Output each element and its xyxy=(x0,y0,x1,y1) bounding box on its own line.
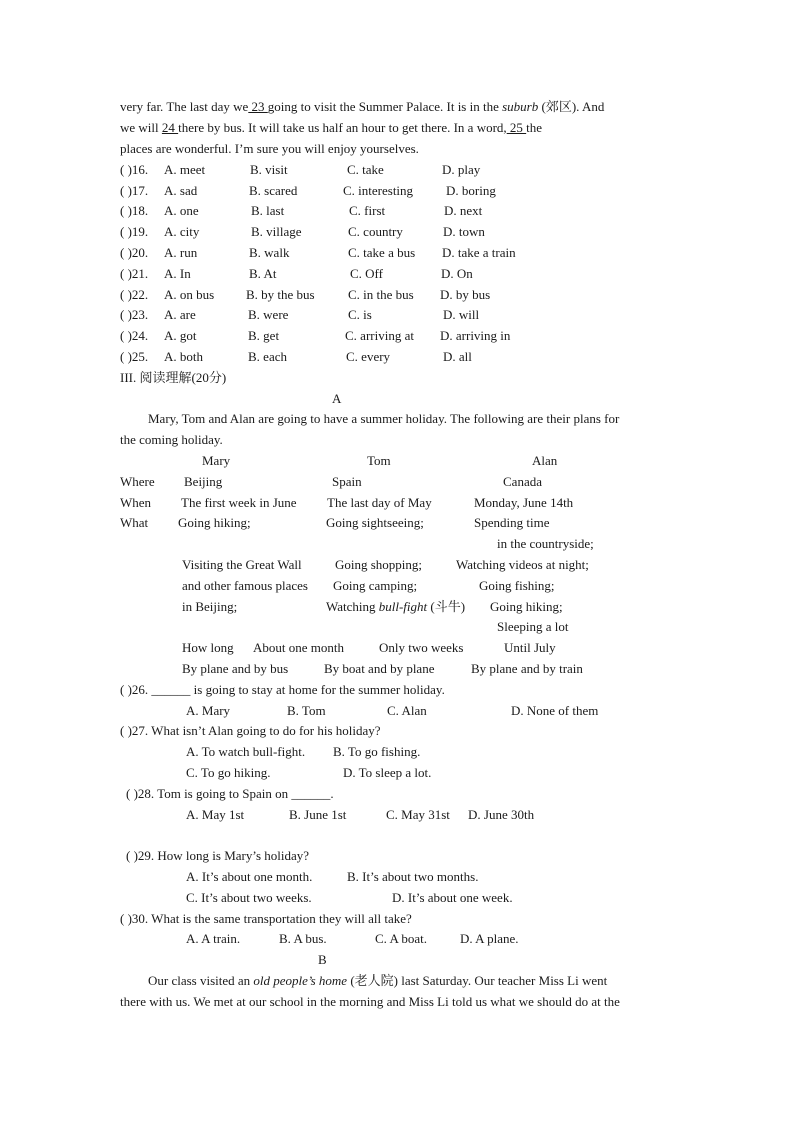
option-b: B. To go fishing. xyxy=(333,744,421,759)
what-mary: Visiting the Great Wall xyxy=(182,557,302,572)
question-number: ( )21. xyxy=(120,266,149,281)
where-alan: Canada xyxy=(503,474,542,489)
option-a: A. one xyxy=(164,203,199,218)
transport-tom: By boat and by plane xyxy=(324,661,435,676)
transport-alan: By plane and by train xyxy=(471,661,583,676)
option-d: D. A plane. xyxy=(460,931,519,946)
option-b: B. At xyxy=(249,266,277,281)
option-b: B. June 1st xyxy=(289,807,347,822)
cloze-text: (郊区). And xyxy=(538,99,605,114)
what-tom: Going shopping; xyxy=(335,557,423,572)
what-alan: Spending time xyxy=(474,515,550,530)
passage-text: (老人院) last Saturday. Our teacher Miss Li went xyxy=(347,973,608,988)
option-c: C. first xyxy=(349,203,386,218)
option-b: B. last xyxy=(251,203,285,218)
howlong-alan: Until July xyxy=(504,640,556,655)
italic-phrase-old-peoples-home: old people’s home xyxy=(253,973,348,988)
option-d: D. by bus xyxy=(440,287,491,302)
option-c: C. It’s about two weeks. xyxy=(186,890,312,905)
cloze-line-2 xyxy=(120,120,542,136)
cloze-text: there by bus. It will take us half an hour to get there. In a word, xyxy=(178,120,507,135)
option-a: A. got xyxy=(164,328,197,343)
option-c: C. To go hiking. xyxy=(186,765,271,780)
option-c: C. Off xyxy=(350,266,383,281)
cloze-text: the xyxy=(526,120,543,135)
what-tom-text: (斗牛) xyxy=(427,599,466,614)
what-alan: Sleeping a lot xyxy=(497,619,569,634)
when-tom: The last day of May xyxy=(327,495,432,510)
option-b: B. walk xyxy=(249,245,290,260)
option-a: A. Mary xyxy=(186,703,231,718)
passage-b-line-2: there with us. We met at our school in the morning and Miss Li told us what we should do at the xyxy=(120,994,620,1009)
option-c: C. May 31st xyxy=(386,807,450,822)
option-a: A. It’s about one month. xyxy=(186,869,313,884)
option-d: D. arriving in xyxy=(440,328,511,343)
passage-a-intro-2: the coming holiday. xyxy=(120,432,223,447)
when-alan: Monday, June 14th xyxy=(474,495,574,510)
howlong-mary: About one month xyxy=(253,640,344,655)
option-c: C. Alan xyxy=(387,703,427,718)
option-b: B. Tom xyxy=(287,703,326,718)
question-number: ( )22. xyxy=(120,287,149,302)
question-number: ( )20. xyxy=(120,245,149,260)
cloze-text: going to visit the Summer Palace. It is in the xyxy=(267,99,503,114)
option-a: A. are xyxy=(164,307,196,322)
question-number: ( )24. xyxy=(120,328,149,343)
passage-b-line-1 xyxy=(148,973,607,989)
option-a: A. run xyxy=(164,245,198,260)
cloze-line-1 xyxy=(120,99,604,115)
option-a: A. both xyxy=(164,349,203,364)
what-tom: Going sightseeing; xyxy=(326,515,424,530)
what-alan: Going fishing; xyxy=(479,578,555,593)
option-c: C. arriving at xyxy=(345,328,414,343)
question-number: ( )16. xyxy=(120,162,149,177)
col-header-mary: Mary xyxy=(202,453,231,468)
option-d: D. June 30th xyxy=(468,807,535,822)
what-alan: Watching videos at night; xyxy=(456,557,589,572)
option-d: D. boring xyxy=(446,183,496,198)
row-label-when: When xyxy=(120,495,152,510)
italic-word-suburb: suburb xyxy=(502,99,539,114)
option-b: B. each xyxy=(248,349,287,364)
option-c: C. country xyxy=(348,224,403,239)
question-number: ( )18. xyxy=(120,203,149,218)
what-alan: Going hiking; xyxy=(490,599,563,614)
option-b: B. scared xyxy=(249,183,298,198)
option-c: C. in the bus xyxy=(348,287,414,302)
option-a: A. meet xyxy=(164,162,206,177)
when-mary: The first week in June xyxy=(181,495,297,510)
howlong-tom: Only two weeks xyxy=(379,640,464,655)
option-b: B. were xyxy=(248,307,289,322)
option-a: A. To watch bull-fight. xyxy=(186,744,306,759)
what-tom-text: Watching xyxy=(326,599,379,614)
option-b: B. A bus. xyxy=(279,931,327,946)
option-c: C. take xyxy=(347,162,384,177)
question-stem-26: ( )26. ______ is going to stay at home for the summer holiday. xyxy=(120,682,445,697)
option-c: C. interesting xyxy=(343,183,414,198)
cloze-text: we will xyxy=(120,120,162,135)
passage-text: Our class visited an xyxy=(148,973,254,988)
italic-word-bull-fight: bull-fight xyxy=(378,599,428,614)
what-alan: in the countryside; xyxy=(497,536,594,551)
blank-23: 23 xyxy=(248,99,268,114)
option-b: B. village xyxy=(251,224,302,239)
blank-24: 24 xyxy=(161,120,179,135)
row-label-where: Where xyxy=(120,474,155,489)
col-header-tom: Tom xyxy=(367,453,391,468)
what-mary: in Beijing; xyxy=(182,599,238,614)
option-a: A. In xyxy=(164,266,191,281)
blank-25: 25 xyxy=(506,120,527,135)
row-label-what: What xyxy=(120,515,149,530)
option-a: A. on bus xyxy=(164,287,215,302)
question-stem-28: ( )28. Tom is going to Spain on ______. xyxy=(126,786,334,801)
option-d: D. To sleep a lot. xyxy=(343,765,432,780)
option-d: D. play xyxy=(442,162,481,177)
option-a: A. sad xyxy=(164,183,198,198)
transport-mary: By plane and by bus xyxy=(182,661,289,676)
what-mary: Going hiking; xyxy=(178,515,251,530)
option-c: C. is xyxy=(348,307,372,322)
option-d: D. On xyxy=(441,266,473,281)
what-tom xyxy=(326,599,465,615)
where-mary: Beijing xyxy=(184,474,223,489)
option-c: C. A boat. xyxy=(375,931,428,946)
option-d: D. all xyxy=(443,349,472,364)
option-d: D. town xyxy=(443,224,485,239)
option-c: C. take a bus xyxy=(348,245,416,260)
question-number: ( )19. xyxy=(120,224,149,239)
option-b: B. visit xyxy=(250,162,288,177)
cloze-line-3: places are wonderful. I’m sure you will enjoy yourselves. xyxy=(120,141,419,156)
option-a: A. A train. xyxy=(186,931,241,946)
col-header-alan: Alan xyxy=(532,453,558,468)
question-number: ( )23. xyxy=(120,307,149,322)
question-number: ( )25. xyxy=(120,349,149,364)
passage-a-intro-1: Mary, Tom and Alan are going to have a summer holiday. The following are their plans for xyxy=(148,411,620,426)
option-d: D. next xyxy=(444,203,483,218)
option-d: D. take a train xyxy=(442,245,516,260)
where-tom: Spain xyxy=(332,474,362,489)
passage-a-label: A xyxy=(332,391,342,406)
question-stem-29: ( )29. How long is Mary’s holiday? xyxy=(126,848,310,863)
option-b: B. by the bus xyxy=(246,287,315,302)
section-heading: III. 阅读理解(20分) xyxy=(120,370,227,385)
what-mary: and other famous places xyxy=(182,578,308,593)
what-tom: Going camping; xyxy=(333,578,418,593)
option-d: D. will xyxy=(443,307,480,322)
question-number: ( )17. xyxy=(120,183,149,198)
option-d: D. It’s about one week. xyxy=(392,890,513,905)
question-stem-27: ( )27. What isn’t Alan going to do for his holiday? xyxy=(120,723,381,738)
option-a: A. May 1st xyxy=(186,807,245,822)
option-a: A. city xyxy=(164,224,200,239)
option-d: D. None of them xyxy=(511,703,599,718)
row-label-how-long: How long xyxy=(182,640,234,655)
option-c: C. every xyxy=(346,349,391,364)
passage-b-label: B xyxy=(318,952,327,967)
option-b: B. get xyxy=(248,328,280,343)
cloze-text: very far. The last day we xyxy=(120,99,249,114)
option-b: B. It’s about two months. xyxy=(347,869,479,884)
question-stem-30: ( )30. What is the same transportation they will all take? xyxy=(120,911,412,926)
